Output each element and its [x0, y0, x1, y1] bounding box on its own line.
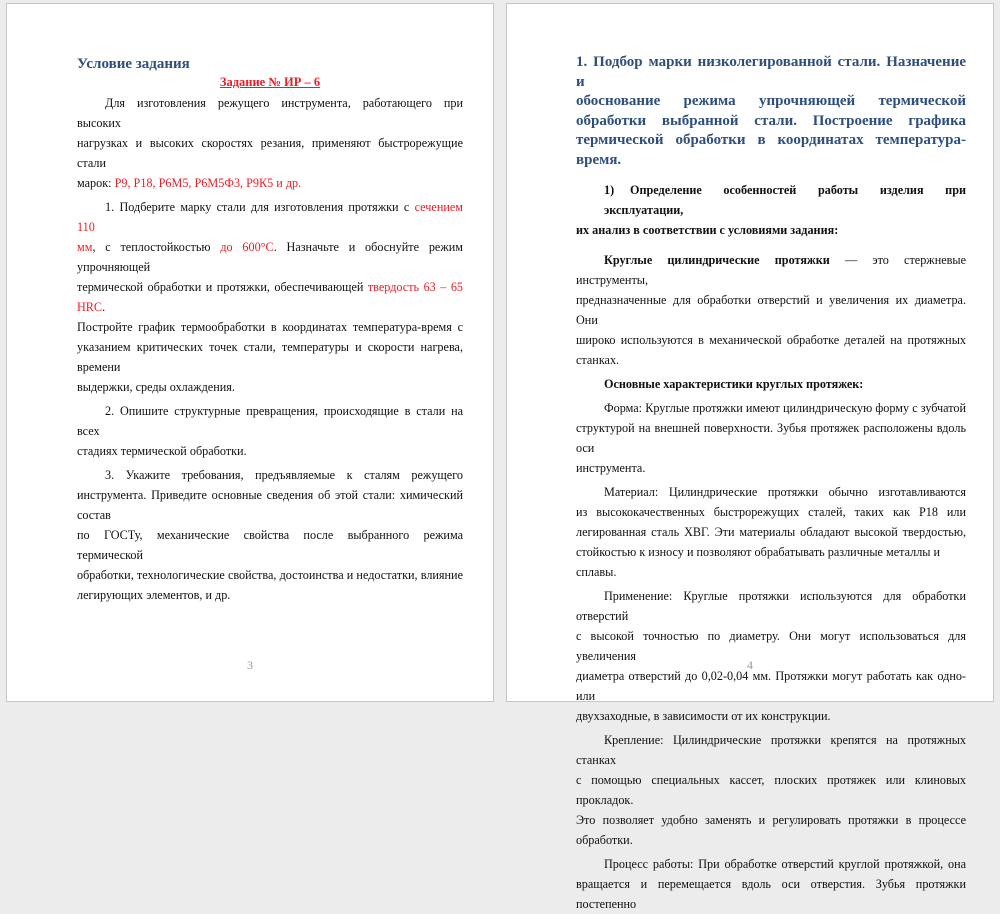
- paragraph-application: [576, 586, 966, 726]
- text-line: нагрузках и высоких скоростях резания, применяют быстрорежущие стали: [77, 136, 463, 170]
- text-line: Процесс работы: При обработке отверстий круглой протяжкой, она: [604, 857, 966, 871]
- section-title: Условие задания: [77, 56, 190, 72]
- text-line: из высококачественных быстрорежущих сталей, таких как Р18 или: [576, 505, 966, 519]
- text-line: [576, 250, 966, 290]
- heading-line: термической обработки в координатах температура-: [576, 132, 966, 148]
- heading-line: обоснование режима упрочняющей термической: [576, 93, 966, 109]
- text-span: 1. Подберите марку стали для изготовления протяжки с: [105, 200, 415, 214]
- text-span: Определение особенностей работы изделия при эксплуатации,: [604, 183, 966, 217]
- text-line: структурой на внешней поверхности. Зубья протяжек расположены вдоль оси: [576, 421, 966, 455]
- text-line: предназначенные для обработки отверстий и увеличения их диаметра. Они: [576, 293, 966, 327]
- text-line: легирующих элементов, и др.: [77, 588, 231, 602]
- paragraph-process: [576, 854, 966, 914]
- text-line: 3. Укажите требования, предъявляемые к сталям режущего: [105, 468, 463, 482]
- text-line: инструмента.: [576, 461, 646, 475]
- page-3-content: [77, 54, 463, 605]
- text-line: двухзаходные, в зависимости от их конструкции.: [576, 709, 831, 723]
- text-span: .: [102, 300, 106, 314]
- text-line: обработки, технологические свойства, достоинства и недостатки, влияние: [77, 568, 463, 582]
- paragraph-mounting: [576, 730, 966, 850]
- paragraph-intro: [576, 250, 966, 370]
- text-line: выдержки, среды охлаждения.: [77, 380, 235, 394]
- paragraph-intro: [77, 93, 463, 193]
- text-line: Это позволяет удобно заменять и регулировать протяжки в процессе: [576, 813, 966, 827]
- text-line: стадиях термической обработки.: [77, 444, 247, 458]
- text-line: станках.: [576, 353, 620, 367]
- highlight-hardness: твердость 63 – 65 HRC: [77, 280, 464, 314]
- characteristics-title: Основные характеристики круглых протяжек:: [604, 377, 864, 391]
- highlight-section: сечением 110: [77, 200, 463, 234]
- subheading-number: 1): [604, 183, 615, 197]
- bold-term: Круглые цилиндрические протяжки: [604, 253, 830, 267]
- text-line: стойкостью к износу и позволяют обрабатывать различные металлы и сплавы.: [576, 545, 941, 579]
- text-line: [77, 197, 463, 237]
- text-line: [77, 277, 463, 317]
- text-line: диаметра отверстий до 0,02-0,04 мм. Протяжки могут работать как одно- или: [576, 669, 966, 703]
- text-line: инструмента. Приведите основные сведения об этой стали: химический состав: [77, 488, 463, 522]
- subheading-line: [576, 180, 966, 220]
- document-page-4: [506, 3, 994, 911]
- text-line: вращается и перемещается вдоль оси отверстия. Зубья протяжки постепенно: [576, 877, 966, 911]
- text-span: марок:: [77, 176, 115, 190]
- paragraph-item-3: [77, 465, 463, 605]
- text-line: широко используются в механической обработке деталей на протяжных: [576, 333, 966, 347]
- steel-grades: Р9, Р18, Р6М5, Р6М5Ф3, Р9К5 и др.: [114, 176, 302, 190]
- text-line: Крепление: Цилиндрические протяжки крепятся на протяжных станках: [576, 733, 966, 767]
- paragraph-material: [576, 482, 966, 582]
- text-span: . Назначьте и обоснуйте режим упрочняющей: [77, 240, 463, 274]
- text-line: легированная сталь ХВГ. Эти материалы обладают высокой твердостью,: [576, 525, 966, 539]
- highlight-unit: мм: [77, 240, 93, 254]
- page-number: 3: [247, 658, 253, 672]
- subheading: [576, 180, 966, 240]
- paragraph-form: [576, 398, 966, 478]
- subheading-line: их анализ в соответствии с условиями задания:: [576, 223, 839, 237]
- document-page-3: [6, 3, 494, 702]
- heading-line: 1. Подбор марки низколегированной стали. Назначение и: [576, 54, 966, 90]
- text-line: Для изготовления режущего инструмента, работающего при высоких: [77, 96, 463, 130]
- page-4-content: [576, 53, 966, 914]
- text-line: указанием критических точек стали, температуры и скорости нагрева, времени: [77, 340, 463, 374]
- text-line: с высокой точностью по диаметру. Они могут использоваться для увеличения: [576, 629, 966, 663]
- text-span: термической обработки и протяжки, обеспечивающей: [77, 280, 368, 294]
- text-span: , с теплостойкостью: [92, 240, 221, 254]
- text-line: по ГОСТу, механические свойства после выбранного режима термической: [77, 528, 463, 562]
- text-line: [77, 237, 463, 277]
- page-number: 4: [747, 658, 753, 672]
- text-line: 2. Опишите структурные превращения, происходящие в стали на всех: [77, 404, 463, 438]
- text-line: Материал: Цилиндрические протяжки обычно изготавливаются: [604, 485, 966, 499]
- heading-line: время.: [576, 151, 622, 168]
- text-span: — это стержневые инструменты,: [576, 253, 967, 287]
- paragraph-item-2: [77, 401, 463, 461]
- paragraph-item-1: [77, 197, 463, 397]
- text-line: с помощью специальных кассет, плоских протяжек или клиновых прокладок.: [576, 773, 966, 807]
- text-line: обработки.: [576, 833, 633, 847]
- task-number: Задание № ИР – 6: [219, 75, 321, 89]
- highlight-temperature: до 600°С: [220, 240, 274, 254]
- text-line: [77, 173, 463, 193]
- text-line: Применение: Круглые протяжки используются для обработки отверстий: [576, 589, 966, 623]
- chapter-heading: [576, 53, 966, 170]
- heading-line: обработки выбранной стали. Построение графика: [576, 112, 966, 129]
- text-line: Форма: Круглые протяжки имеют цилиндрическую форму с зубчатой: [604, 401, 966, 415]
- text-line: Постройте график термообработки в координатах температура-время с: [77, 320, 463, 334]
